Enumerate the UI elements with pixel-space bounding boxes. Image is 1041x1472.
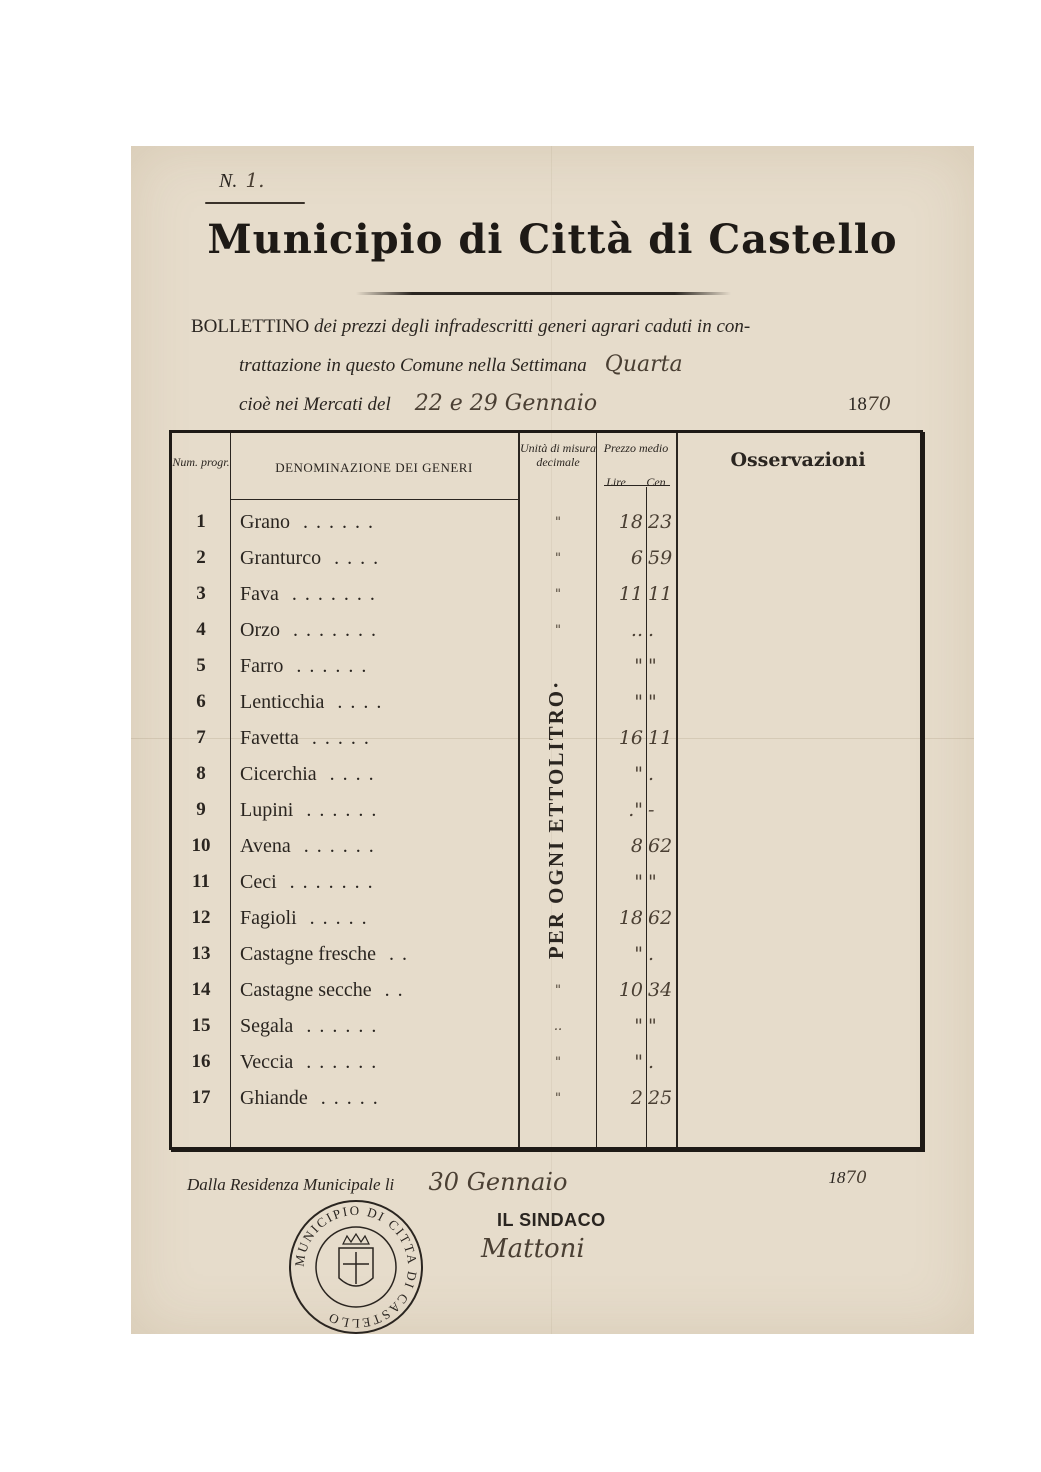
footer-year-printed: 18 bbox=[828, 1168, 846, 1187]
row-name: Lenticchia bbox=[240, 691, 325, 713]
table-row bbox=[172, 505, 920, 541]
year-handwritten: 70 bbox=[866, 393, 891, 415]
intro-line1: dei prezzi degli infradescritti generi agrari caduti in con- bbox=[313, 316, 751, 337]
table-row bbox=[172, 1081, 920, 1117]
row-name: Ghiande bbox=[240, 1087, 308, 1109]
page-title: Municipio di Città di Castello bbox=[207, 216, 898, 263]
row-lire: ." bbox=[628, 799, 643, 821]
row-number: 12 bbox=[191, 907, 211, 928]
table-row bbox=[172, 541, 920, 577]
row-number: 10 bbox=[191, 835, 211, 856]
intro-year bbox=[848, 385, 891, 424]
header-num: Num. progr. bbox=[172, 455, 230, 469]
row-lire: 2 bbox=[630, 1087, 643, 1109]
row-lire: " bbox=[634, 655, 643, 677]
prices-table bbox=[169, 430, 923, 1150]
header-name: DENOMINAZIONE DEI GENERI bbox=[275, 460, 473, 475]
table-row bbox=[172, 973, 920, 1009]
leader-dots: ...... bbox=[293, 1015, 385, 1037]
week-handwritten: Quarta bbox=[604, 352, 683, 377]
leader-dots: ....... bbox=[279, 619, 384, 641]
row-unit: " bbox=[555, 1091, 561, 1106]
row-lire: 11 bbox=[618, 583, 643, 605]
row-cent: . bbox=[648, 619, 655, 641]
row-name: Fagioli bbox=[240, 907, 297, 929]
row-name: Avena bbox=[240, 835, 291, 857]
row-name: Cicerchia bbox=[240, 763, 317, 785]
header-cent: Cen bbox=[646, 475, 666, 489]
row-cent: " bbox=[648, 691, 657, 713]
intro-line2: trattazione in questo Comune nella Settimana bbox=[239, 355, 587, 376]
leader-dots: ...... bbox=[293, 799, 385, 821]
row-name: Castagne secche bbox=[240, 979, 372, 1001]
row-cent: . bbox=[648, 763, 655, 785]
intro-line3: cioè nei Mercati del bbox=[239, 394, 391, 415]
row-name-cell bbox=[240, 727, 510, 750]
row-lire: 6 bbox=[630, 547, 643, 569]
row-number: 4 bbox=[196, 619, 206, 640]
leader-dots: ...... bbox=[290, 835, 382, 857]
table-row bbox=[172, 613, 920, 649]
row-number: 1 bbox=[196, 511, 206, 532]
row-name-cell bbox=[240, 943, 510, 966]
header-lire: Lire bbox=[606, 475, 626, 489]
row-lire: .. bbox=[630, 619, 643, 641]
leader-dots: ...... bbox=[283, 655, 375, 677]
row-name: Orzo bbox=[240, 619, 280, 641]
document-sheet bbox=[131, 146, 974, 1334]
row-name: Farro bbox=[240, 655, 284, 677]
svg-text:MUNICIPIO DI CITTA DI CASTELLO: MUNICIPIO DI CITTA DI CASTELLO bbox=[291, 1202, 421, 1332]
row-name: Veccia bbox=[240, 1051, 294, 1073]
row-unit: " bbox=[555, 623, 561, 638]
footer-year-handwritten: 70 bbox=[845, 1168, 867, 1188]
row-name-cell bbox=[240, 835, 510, 858]
unit-vertical-text: PER OGNI ETTOLITRO· bbox=[544, 679, 569, 959]
row-number: 9 bbox=[196, 799, 206, 820]
row-cent: . bbox=[648, 1051, 655, 1073]
row-name-cell bbox=[240, 799, 510, 822]
row-lire: " bbox=[634, 943, 643, 965]
intro-line2-wrap bbox=[191, 346, 911, 385]
table-row bbox=[172, 1009, 920, 1045]
row-name-cell bbox=[240, 979, 510, 1002]
row-name-cell bbox=[240, 1087, 510, 1110]
row-name-cell bbox=[240, 763, 510, 786]
footer-year bbox=[828, 1168, 867, 1188]
row-name-cell bbox=[240, 511, 510, 534]
row-number: 13 bbox=[191, 943, 211, 964]
header-price bbox=[596, 433, 676, 507]
row-name-cell bbox=[240, 907, 510, 930]
row-cent: 23 bbox=[648, 511, 673, 533]
row-name-cell bbox=[240, 619, 510, 642]
row-cent: " bbox=[648, 655, 657, 677]
row-number: 17 bbox=[191, 1087, 211, 1108]
row-number: 8 bbox=[196, 763, 206, 784]
row-name: Favetta bbox=[240, 727, 299, 749]
year-printed: 18 bbox=[847, 394, 867, 415]
row-lire: 18 bbox=[618, 907, 643, 929]
row-cent: " bbox=[648, 871, 657, 893]
row-cent: 62 bbox=[648, 835, 673, 857]
row-lire: 18 bbox=[618, 511, 643, 533]
row-cent: 62 bbox=[648, 907, 673, 929]
leader-dots: ....... bbox=[276, 871, 381, 893]
intro-line3-wrap bbox=[191, 385, 911, 424]
row-number: 14 bbox=[191, 979, 211, 1000]
footer-line bbox=[187, 1168, 907, 1196]
row-cent: 25 bbox=[648, 1087, 673, 1109]
row-name: Grano bbox=[240, 511, 290, 533]
leader-dots: ..... bbox=[307, 1087, 386, 1109]
leader-dots: ...... bbox=[289, 511, 381, 533]
leader-dots: ...... bbox=[293, 1051, 385, 1073]
unit-vertical-label bbox=[542, 669, 572, 969]
row-cent: - bbox=[648, 799, 655, 821]
sindaco-label: IL SINDACO bbox=[497, 1210, 606, 1230]
leader-dots: ....... bbox=[278, 583, 383, 605]
row-number: 3 bbox=[196, 583, 206, 604]
header-unit: Unità di misura decimale bbox=[520, 441, 597, 469]
number-label: N. bbox=[219, 170, 238, 192]
header-price-sub bbox=[596, 475, 676, 489]
leader-dots: .... bbox=[321, 547, 387, 569]
row-number: 11 bbox=[192, 871, 210, 892]
row-cent: . bbox=[648, 943, 655, 965]
row-unit: .. bbox=[553, 1019, 563, 1034]
row-number: 16 bbox=[191, 1051, 211, 1072]
row-name: Castagne fresche bbox=[240, 943, 377, 965]
row-lire: " bbox=[634, 1015, 643, 1037]
footer-text: Dalla Residenza Municipale li bbox=[187, 1175, 395, 1194]
dates-handwritten: 22 e 29 Gennaio bbox=[414, 391, 598, 416]
leader-dots: .. bbox=[376, 943, 416, 965]
leader-dots: .. bbox=[371, 979, 411, 1001]
row-unit: " bbox=[555, 515, 561, 530]
row-name-cell bbox=[240, 691, 510, 714]
row-number: 6 bbox=[196, 691, 206, 712]
row-cent: 11 bbox=[648, 727, 673, 749]
row-unit: " bbox=[555, 1055, 561, 1070]
header-price-label: Prezzo medio bbox=[603, 441, 669, 455]
row-name-cell bbox=[240, 655, 510, 678]
row-lire: 10 bbox=[618, 979, 643, 1001]
bulletin-intro bbox=[191, 308, 911, 424]
row-cent: 34 bbox=[648, 979, 673, 1001]
row-name-cell bbox=[240, 1051, 510, 1074]
row-cent: " bbox=[648, 1015, 657, 1037]
row-lire: 8 bbox=[630, 835, 643, 857]
header-observations: Osservazioni bbox=[730, 449, 866, 471]
title-rule bbox=[356, 292, 731, 295]
document-number bbox=[219, 168, 264, 193]
row-number: 2 bbox=[196, 547, 206, 568]
row-unit: " bbox=[555, 551, 561, 566]
row-name: Lupini bbox=[240, 799, 294, 821]
row-name: Ceci bbox=[240, 871, 277, 893]
row-cent: 11 bbox=[648, 583, 673, 605]
row-number: 5 bbox=[196, 655, 206, 676]
row-unit: " bbox=[555, 587, 561, 602]
leader-dots: .... bbox=[324, 691, 390, 713]
row-name: Granturco bbox=[240, 547, 322, 569]
row-name-cell bbox=[240, 583, 510, 606]
leader-dots: .... bbox=[316, 763, 382, 785]
seal-icon bbox=[287, 1198, 425, 1336]
municipal-seal bbox=[287, 1198, 425, 1336]
row-name-cell bbox=[240, 547, 510, 570]
footer-date-handwritten: 30 Gennaio bbox=[428, 1168, 568, 1196]
row-number: 7 bbox=[196, 727, 206, 748]
row-name-cell bbox=[240, 871, 510, 894]
row-cent: 59 bbox=[648, 547, 673, 569]
leader-dots: ..... bbox=[296, 907, 375, 929]
row-lire: " bbox=[634, 691, 643, 713]
row-lire: " bbox=[634, 871, 643, 893]
row-name-cell bbox=[240, 1015, 510, 1038]
intro-lead: BOLLETTINO bbox=[191, 316, 310, 337]
mayor-signature: Mattoni bbox=[481, 1234, 585, 1264]
row-name: Fava bbox=[240, 583, 279, 605]
row-lire: " bbox=[634, 763, 643, 785]
row-number: 15 bbox=[191, 1015, 211, 1036]
row-name: Segala bbox=[240, 1015, 294, 1037]
number-underline bbox=[205, 202, 305, 204]
table-row bbox=[172, 577, 920, 613]
leader-dots: ..... bbox=[298, 727, 377, 749]
table-row bbox=[172, 1045, 920, 1081]
row-lire: " bbox=[634, 1051, 643, 1073]
row-lire: 16 bbox=[618, 727, 643, 749]
number-value: 1. bbox=[245, 168, 265, 192]
row-unit: " bbox=[555, 983, 561, 998]
